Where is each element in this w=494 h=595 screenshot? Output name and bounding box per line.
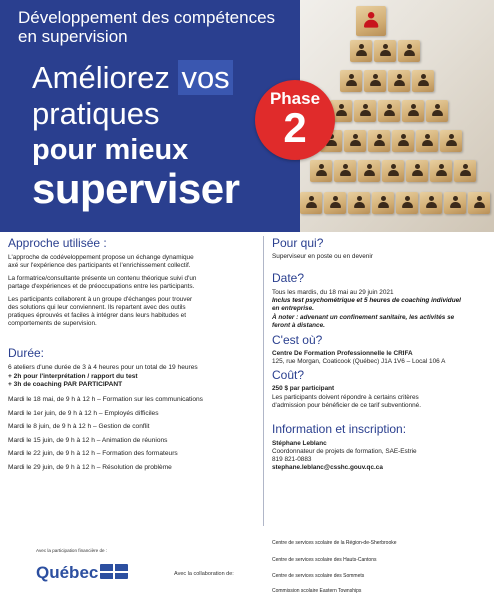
phase-label: Phase: [269, 89, 321, 108]
approche-para-1: [8, 254, 258, 270]
contact-name: Stéphane Leblanc: [272, 440, 327, 447]
person-icon: [420, 192, 442, 214]
headline-line-2: pratiques: [32, 96, 160, 131]
headline-highlight: vos: [178, 60, 232, 95]
red-person-icon: [356, 6, 386, 36]
lieu-details: [272, 350, 490, 366]
text-line: axé sur l'expérience des participants et l'enrichissement collectif.: [8, 262, 191, 269]
quebec-logo-text: Québec: [36, 563, 99, 582]
text-line: + 2h pour l'interprétation / rapport du test: [8, 372, 138, 380]
headline-line-1: [32, 62, 233, 93]
text-line: partage d'expériences et de préoccupations entre les participants.: [8, 283, 195, 290]
approche-heading: Approche utilisée :: [8, 236, 107, 250]
date-heading: Date?: [272, 271, 305, 285]
person-icon: [398, 40, 420, 62]
partner-1: Centre de services scolaire de la Région-de-Sherbrooke: [272, 540, 397, 546]
duree-summary: [8, 364, 258, 390]
list-item: Mardi le 18 mai, de 9 h à 12 h – Formation sur les communications: [8, 396, 203, 403]
collab-label: Avec la collaboration de:: [174, 571, 234, 577]
contact-phone: 819 821-0883: [272, 456, 312, 463]
person-icon: [300, 192, 322, 214]
column-divider: [263, 236, 264, 526]
approche-para-2: [8, 275, 258, 291]
text-line: des solutions qui leur conviennent. Ils repartent avec des outils: [8, 304, 186, 311]
list-item: Mardi le 15 juin, de 9 h à 12 h – Animation de réunions: [8, 436, 168, 444]
text-line: pratiques éprouvés et faciles à intégrer dans leurs habitudes et: [8, 312, 186, 319]
text-line: Tous les mardis, du 18 mai au 29 juin 2021: [272, 289, 394, 296]
person-icon: [324, 192, 346, 214]
person-icon: [440, 130, 462, 152]
list-item: Mardi le 1er juin, de 9 h à 12 h – Employés difficiles: [8, 409, 159, 417]
contact-email[interactable]: stephane.leblanc@csshc.gouv.qc.ca: [272, 464, 383, 471]
person-icon: [348, 192, 370, 214]
text-line: en entreprise.: [272, 305, 314, 312]
list-item: Mardi le 8 juin, de 9 h à 12 h – Gestion de conflit: [8, 423, 150, 431]
person-icon: [350, 40, 372, 62]
person-icon: [412, 70, 434, 92]
person-icon: [396, 192, 418, 214]
contact-role: Coordonnateur de projets de formation, SAE-Estrie: [272, 448, 417, 455]
partner-2: Centre de services scolaire des Hauts-Cantons: [272, 557, 377, 563]
pour-qui-heading: Pour qui?: [272, 236, 324, 250]
person-icon: [372, 192, 394, 214]
banner-subtitle: Développement des compétences en supervision: [18, 8, 276, 46]
quebec-flag-icon: [100, 564, 128, 579]
person-icon: [310, 160, 332, 182]
text-line: La formatrice/consultante présente un contenu théorique suivi d'un: [8, 275, 197, 282]
text-line: Les participants collaborent à un groupe d'échanges pour trouver: [8, 296, 193, 303]
list-item: Mardi le 22 juin, de 9 h à 12 h – Formation des formateurs: [8, 450, 178, 458]
person-icon: [402, 100, 424, 122]
footer: [0, 528, 494, 595]
cout-details: [272, 385, 490, 410]
text-line: d'admission pour bénéficier de ce tarif subventionné.: [272, 402, 422, 409]
cout-heading: Coût?: [272, 368, 305, 382]
info-heading: Information et inscription:: [272, 422, 407, 436]
person-icon: [468, 192, 490, 214]
person-icon: [406, 160, 428, 182]
person-icon: [378, 100, 400, 122]
text-line: Les participants doivent répondre à certains critères: [272, 394, 419, 401]
text-line: À noter : advenant un confinement sanitaire, les activités se: [272, 314, 455, 321]
text-line: [272, 297, 490, 305]
person-icon: [454, 160, 476, 182]
text-line: + 3h de coaching PAR PARTICIPANT: [8, 381, 123, 389]
text-bold-italic: Inclus test psychométrique: [272, 297, 355, 304]
date-details: [272, 289, 490, 330]
lieu-heading: C'est où?: [272, 333, 323, 347]
price: 250 $ par participant: [272, 385, 335, 392]
text-line: feront à distance.: [272, 322, 325, 329]
person-icon: [340, 70, 362, 92]
phase-number: 2: [283, 104, 307, 151]
person-icon: [392, 130, 414, 152]
person-icon: [374, 40, 396, 62]
text-bold-italic: et 5 heures de coaching individuel: [354, 297, 461, 304]
partner-4: Commission scolaire Eastern Townships: [272, 588, 362, 594]
text-line: 125, rue Morgan, Coaticook (Québec) J1A 1V6 – Local 106 A: [272, 358, 446, 365]
approche-para-3: [8, 296, 258, 328]
person-icon: [334, 160, 356, 182]
phase-badge: [255, 80, 335, 160]
headline-line-3: pour mieux: [32, 134, 189, 166]
banner: [0, 0, 494, 232]
person-icon: [358, 160, 380, 182]
financial-note: Avec la participation financière de :: [36, 548, 108, 553]
person-icon: [354, 100, 376, 122]
person-icon: [430, 160, 452, 182]
session-list: [8, 393, 258, 475]
duree-heading: Durée:: [8, 346, 45, 360]
person-icon: [368, 130, 390, 152]
text-line: L'approche de codéveloppement propose un échange dynamique: [8, 254, 194, 261]
list-item: Mardi le 29 juin, de 9 h à 12 h – Résolution de problème: [8, 463, 172, 471]
headline-line-4: superviser: [32, 165, 240, 212]
person-icon: [426, 100, 448, 122]
person-icon: [444, 192, 466, 214]
contact-block: [272, 440, 490, 472]
person-icon: [416, 130, 438, 152]
partner-3: Centre de services scolaire des Sommets: [272, 573, 365, 579]
person-icon: [344, 130, 366, 152]
person-icon: [388, 70, 410, 92]
pour-qui-text: Superviseur en poste ou en devenir: [272, 253, 373, 260]
text-line: Centre De Formation Professionnelle le CRIFA: [272, 350, 413, 357]
person-icon: [364, 70, 386, 92]
text-line: comportements de supervision.: [8, 320, 97, 327]
headline-text: Améliorez: [32, 60, 179, 95]
person-icon: [382, 160, 404, 182]
text-line: 6 ateliers d'une durée de 3 à 4 heures pour un total de 19 heures: [8, 364, 198, 371]
